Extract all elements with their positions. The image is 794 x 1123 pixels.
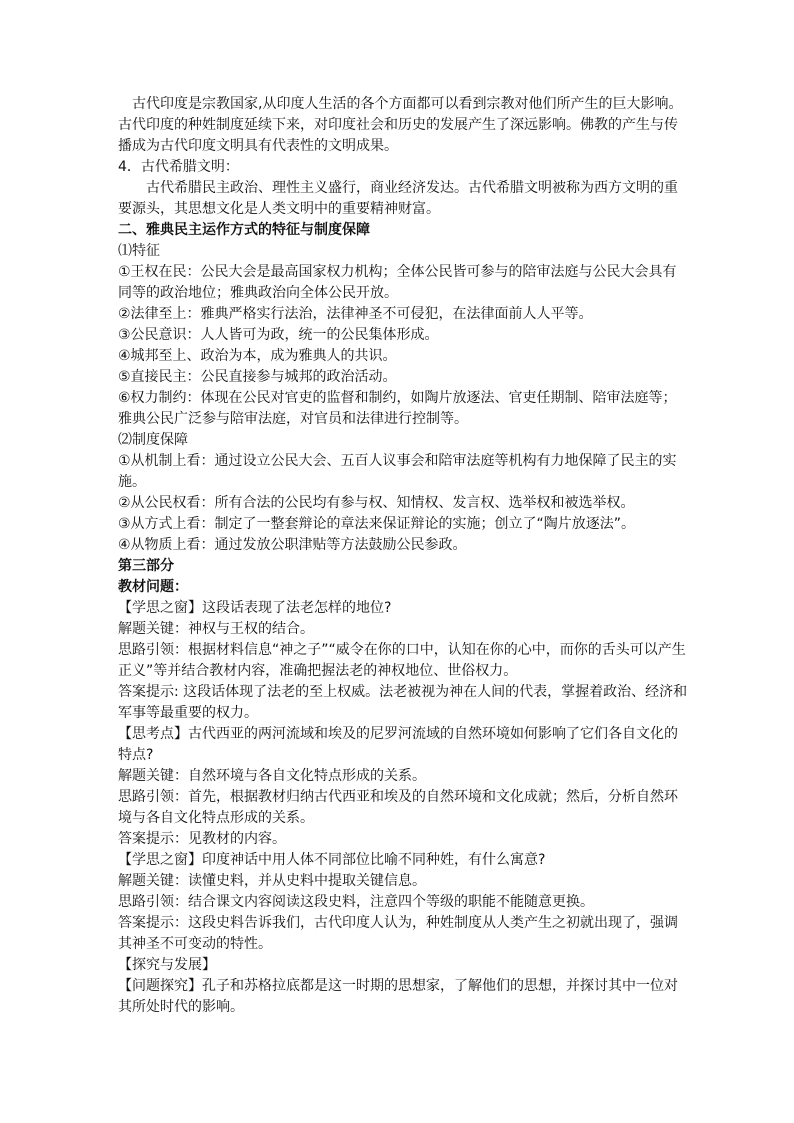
qa-label: 【学思之窗】 [118,852,202,868]
qa-line [118,766,688,787]
document-page [118,94,688,1018]
part-subtitle: 教材问题： [118,579,188,595]
qa-text: 印度神话中用人体不同部位比喻不同种姓，有什么寓意? [202,852,546,868]
feature-item: ④城邦至上、政治为本，成为雅典人的共识。 [118,348,397,364]
qa-line [118,598,688,619]
qa-line [118,850,688,871]
india-paragraph: 古代印度是宗教国家,从印度人生活的各个方面都可以看到宗教对他们所产生的巨大影响。古代印度的种姓制度延续下来，对印度社会和历史的发展产生了深远影响。佛教的产生与传播成为古代印度文明具有代表性的文明成果。 [118,96,683,154]
feature-item: ②法律至上：雅典严格实行法治，法律神圣不可侵犯，在法律面前人人平等。 [118,306,593,322]
guarantee-item: ①从机制上看：通过设立公民大会、五百人议事会和陪审法庭等机构有力地保障了民主的实施。 [118,453,677,490]
features-heading: ⑴特征 [118,243,160,259]
greece-heading: 4．古代希腊文明： [118,159,239,175]
qa-label: 【思考点】 [118,726,188,742]
qa-text: 古代西亚的两河流域和埃及的尼罗河流域的自然环境如何影响了它们各自文化的特点? [118,726,678,763]
guarantee-item: ④从物质上看：通过发放公职津贴等方法鼓励公民参政。 [118,537,467,553]
qa-text: 答案提示：这段史料告诉我们，古代印度人认为，种姓制度从人类产生之初就出现了，强调其神圣不可变动的特性。 [118,915,678,952]
qa-line [118,913,688,955]
qa-label: 【问题探究】 [118,978,202,994]
qa-line [118,682,688,724]
section-title: 二、雅典民主运作方式的特征与制度保障 [118,222,370,238]
qa-line [118,724,688,766]
qa-line [118,871,688,892]
qa-line [118,829,688,850]
qa-line [118,640,688,682]
feature-item: ⑥权力制约：体现在公民对官吏的监督和制约，如陶片放逐法、官吏任期制、陪审法庭等；雅典公民广泛参与陪审法庭，对官员和法律进行控制等。 [118,390,677,427]
qa-line [118,976,688,1018]
qa-text: 解题关键：读懂史料，并从史料中提取关键信息。 [118,873,426,889]
greece-paragraph: 古代希腊民主政治、理性主义盛行，商业经济发达。古代希腊文明被称为西方文明的重要源头，其思想文化是人类文明中的重要精神财富。 [118,180,678,217]
qa-label: 【学思之窗】 [118,600,202,616]
guarantee-heading: ⑵制度保障 [118,432,188,448]
qa-text: 答案提示: 这段话体现了法老的至上权威。法老被视为神在人间的代表，掌握着政治、经济和军事等最重要的权力。 [118,684,688,721]
qa-line [118,619,688,640]
qa-text: 解题关键：自然环境与各自文化特点形成的关系。 [118,768,426,784]
feature-item: ③公民意识：人人皆可为政，统一的公民集体形成。 [118,327,439,343]
qa-text: 孔子和苏格拉底都是这一时期的思想家，了解他们的思想，并探讨其中一位对其所处时代的影响。 [118,978,678,1015]
qa-text: 解题关键：神权与王权的结合。 [118,621,314,637]
qa-text: 答案提示：见教材的内容。 [118,831,286,847]
guarantee-item: ③从方式上看：制定了一整套辩论的章法来保证辩论的实施；创立了“陶片放逐法”。 [118,516,636,532]
qa-text: 思路引领：结合课文内容阅读这段史料，注意四个等级的职能不能随意更换。 [118,894,594,910]
qa-line [118,892,688,913]
qa-label: 【探究与发展】 [118,957,216,973]
feature-item: ⑤直接民主：公民直接参与城邦的政治活动。 [118,369,397,385]
qa-text: 这段话表现了法老怎样的地位? [202,600,392,616]
qa-line [118,787,688,829]
feature-item: ①王权在民：公民大会是最高国家权力机构；全体公民皆可参与的陪审法庭与公民大会具有同等的政治地位；雅典政治向全体公民开放。 [118,264,677,301]
qa-text: 思路引领：根据材料信息“神之子”“威令在你的口中，认知在你的心中，而你的舌头可以产生正义”等并结合教材内容，准确把握法老的神权地位、世俗权力。 [118,642,686,679]
part-title: 第三部分 [118,558,174,574]
guarantee-item: ②从公民权看：所有合法的公民均有参与权、知情权、发言权、选举权和被选举权。 [118,495,635,511]
qa-text: 思路引领：首先，根据教材归纳古代西亚和埃及的自然环境和文化成就；然后，分析自然环境与各自文化特点形成的关系。 [118,789,678,826]
qa-line [118,955,688,976]
